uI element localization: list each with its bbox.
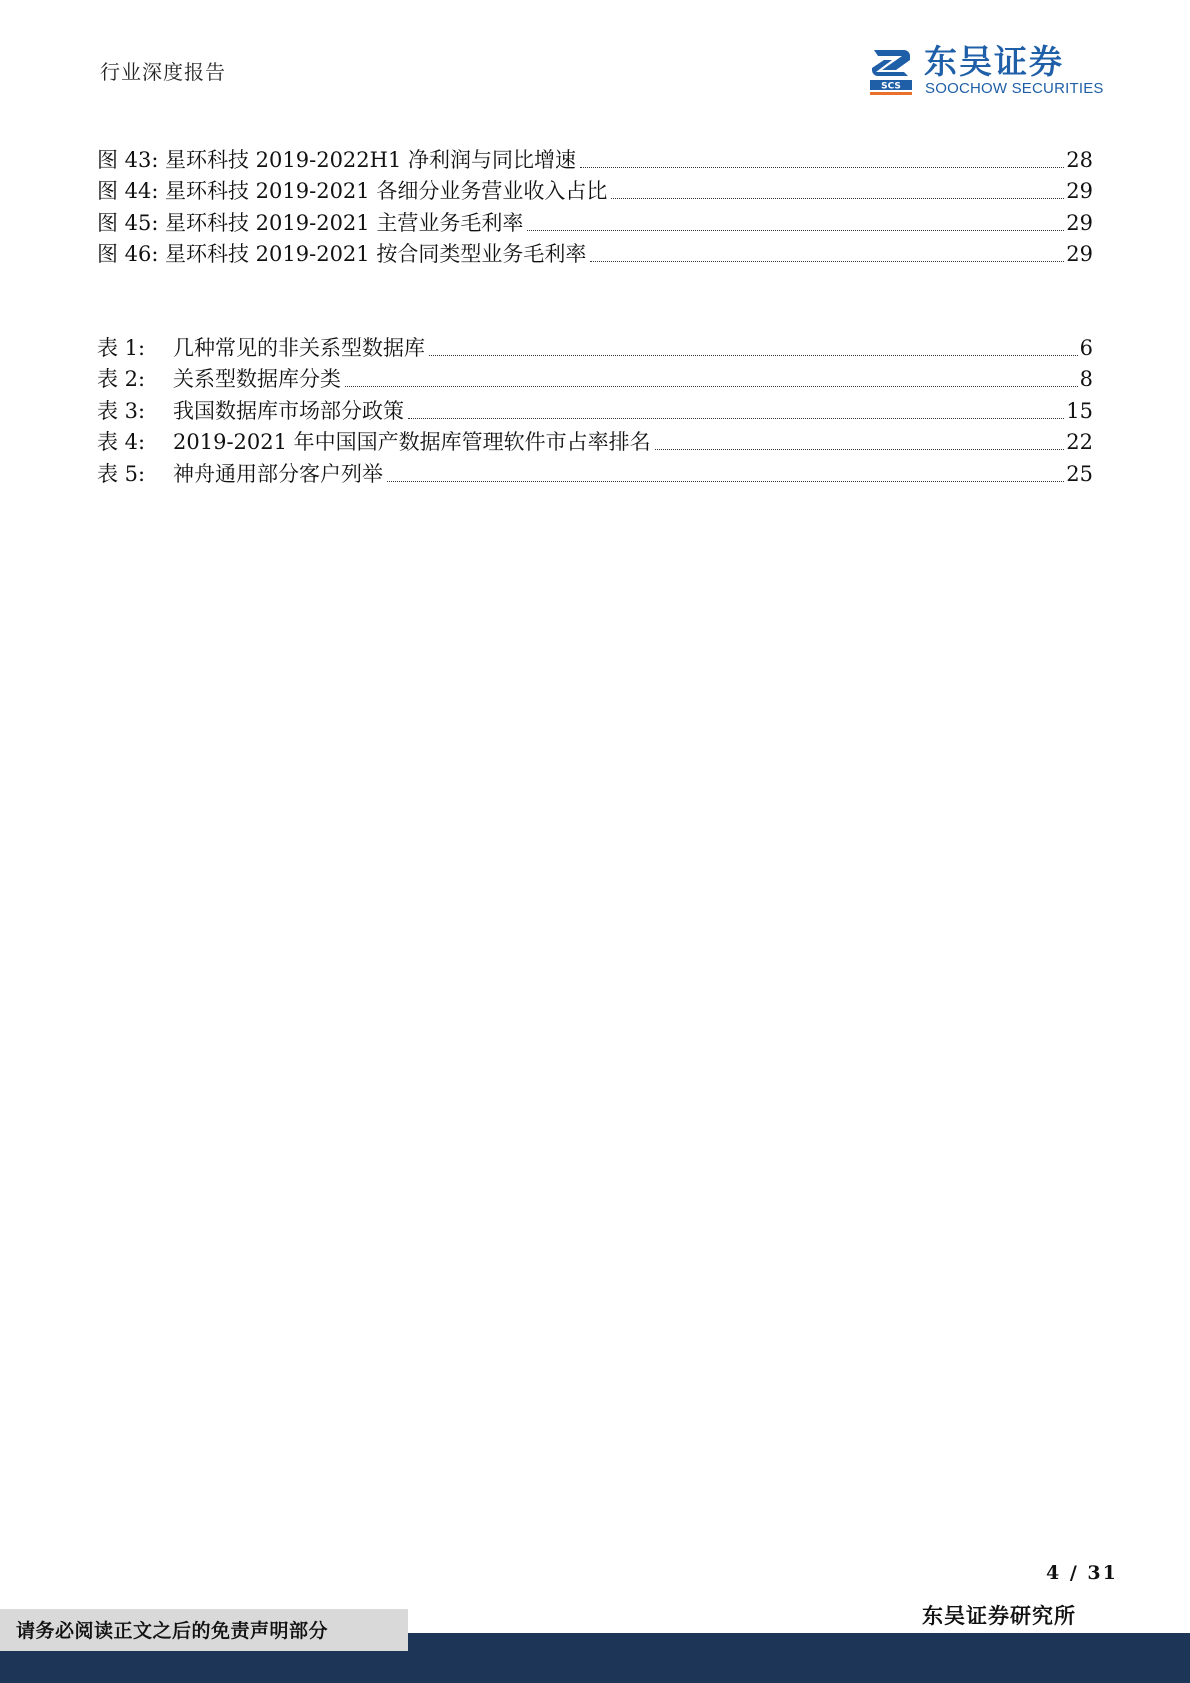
- toc-entry[interactable]: [97, 237, 1093, 269]
- entry-number: 表 5:: [97, 461, 146, 486]
- leader-dots: [429, 354, 1078, 356]
- entry-number: 表 2:: [97, 367, 146, 391]
- toc-entry[interactable]: [97, 425, 1093, 457]
- entry-title: 星环科技 2019-2021 主营业务毛利率: [165, 210, 524, 235]
- toc-entry[interactable]: [97, 142, 1093, 174]
- toc-entry[interactable]: [97, 174, 1093, 206]
- toc-entry[interactable]: [97, 205, 1093, 237]
- entry-title: 星环科技 2019-2022H1 净利润与同比增速: [165, 147, 577, 172]
- entry-title: 星环科技 2019-2021 各细分业务营业收入占比: [165, 179, 608, 203]
- entry-title: 我国数据库市场部分政策: [173, 398, 404, 423]
- entry-title: 神舟通用部分客户列举: [173, 461, 383, 486]
- entry-number: 图 43:: [97, 147, 159, 172]
- entry-page: 29: [1066, 179, 1093, 203]
- logo-chinese-name: 东吴证券: [924, 42, 1064, 81]
- entry-page: 22: [1066, 430, 1093, 454]
- leader-dots: [408, 417, 1064, 419]
- leader-dots: [345, 385, 1078, 387]
- entry-title: 星环科技 2019-2021 按合同类型业务毛利率: [165, 242, 587, 266]
- entry-page: 28: [1066, 147, 1093, 172]
- leader-dots: [580, 166, 1064, 168]
- company-logo: [868, 44, 1104, 100]
- entry-page: 15: [1066, 398, 1093, 423]
- toc-entry[interactable]: [97, 362, 1093, 394]
- logo-english-name: SOOCHOW SECURITIES: [925, 80, 1104, 97]
- leader-dots: [611, 197, 1064, 199]
- scs-logo-icon: [868, 46, 914, 96]
- leader-dots: [655, 448, 1065, 450]
- entry-number: 表 3:: [97, 398, 146, 423]
- entry-page: 29: [1066, 210, 1093, 235]
- entry-number: 表 4:: [97, 430, 146, 454]
- table-list: [97, 330, 1093, 488]
- footer-org-name: 东吴证券研究所: [922, 1603, 1076, 1628]
- entry-title: 几种常见的非关系型数据库: [173, 335, 425, 360]
- entry-page: 6: [1079, 335, 1093, 360]
- toc-entry[interactable]: [97, 456, 1093, 488]
- logo-mark-text: SCS: [881, 81, 901, 92]
- page-indicator: 4 / 31: [1046, 1562, 1118, 1584]
- toc-entry[interactable]: [97, 330, 1093, 362]
- entry-title: 关系型数据库分类: [173, 367, 341, 391]
- entry-title: 2019-2021 年中国国产数据库管理软件市占率排名: [173, 430, 651, 454]
- leader-dots: [590, 260, 1064, 262]
- entry-number: 表 1:: [97, 335, 146, 360]
- toc-entry[interactable]: [97, 393, 1093, 425]
- report-type-label: 行业深度报告: [100, 60, 226, 84]
- disclaimer-notice: 请务必阅读正文之后的免责声明部分: [0, 1609, 408, 1651]
- entry-page: 29: [1066, 242, 1093, 266]
- leader-dots: [527, 229, 1064, 231]
- leader-dots: [387, 480, 1064, 482]
- entry-number: 图 46:: [97, 242, 159, 266]
- entry-number: 图 44:: [97, 179, 159, 203]
- entry-page: 25: [1066, 461, 1093, 486]
- entry-page: 8: [1079, 367, 1093, 391]
- entry-number: 图 45:: [97, 210, 159, 235]
- figure-list: [97, 142, 1093, 268]
